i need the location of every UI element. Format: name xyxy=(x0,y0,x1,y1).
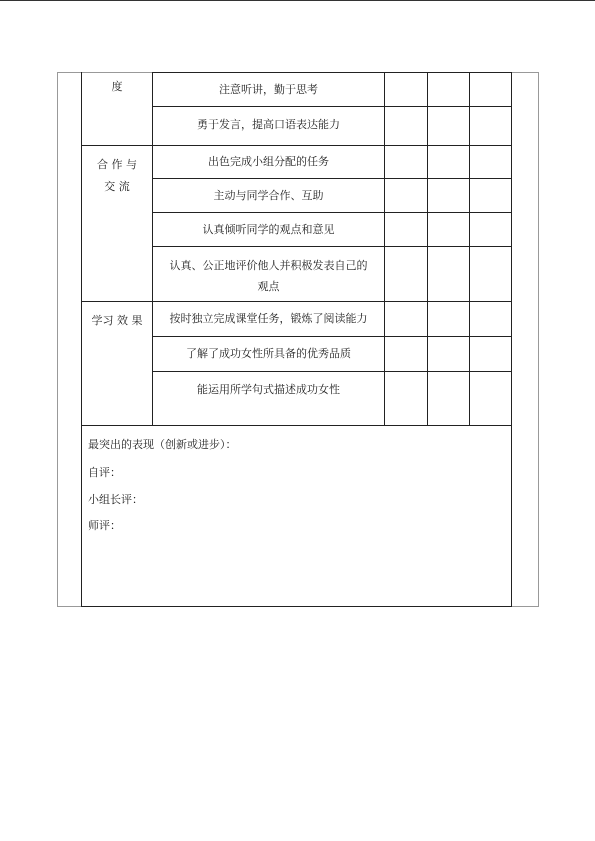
criterion-cell: 出色完成小组分配的任务 xyxy=(208,155,329,168)
group-leader-evaluation-label: 小组长评： xyxy=(88,493,143,506)
row-border xyxy=(152,371,512,372)
teacher-evaluation-label: 师评： xyxy=(88,519,121,532)
table-bottom-border xyxy=(81,606,512,607)
criterion-cell: 注意听讲，勤于思考 xyxy=(219,83,318,96)
row-border xyxy=(152,336,512,337)
self-evaluation-label: 自评： xyxy=(88,466,121,479)
row-border xyxy=(152,106,512,107)
comment-section-border xyxy=(81,425,512,426)
criterion-cell: 能运用所学句式描述成功女性 xyxy=(197,383,340,396)
row-border xyxy=(152,178,512,179)
score-col-border-2 xyxy=(427,72,428,425)
score-col-border-3 xyxy=(469,72,470,425)
criterion-cell: 按时独立完成课堂任务，锻炼了阅读能力 xyxy=(169,312,368,325)
criterion-cell: 认真、公正地评价他人并积极发表自己的 观点 xyxy=(169,259,368,293)
criterion-cell: 了解了成功女性所具备的优秀品质 xyxy=(186,347,351,360)
table-right-border xyxy=(511,72,512,607)
row-border xyxy=(152,246,512,247)
category-cooperation: 合 作 与 交 流 xyxy=(97,158,137,193)
group-border xyxy=(81,301,512,302)
score-col-border-1 xyxy=(384,72,385,425)
criterion-cell: 主动与同学合作、互助 xyxy=(213,189,324,202)
top-rule xyxy=(0,0,595,1)
category-effect: 学习 效 果 xyxy=(91,314,143,327)
best-performance-label: 最突出的表现（创新或进步）： xyxy=(88,438,237,451)
frame-left-border xyxy=(81,72,82,607)
group-border xyxy=(81,145,512,146)
row-top-border xyxy=(152,72,512,73)
row-border xyxy=(152,212,512,213)
criterion-cell: 勇于发言，提高口语表达能力 xyxy=(197,118,340,131)
criterion-cell: 认真倾听同学的观点和意见 xyxy=(202,223,335,236)
category-attitude: 度 xyxy=(111,80,123,93)
